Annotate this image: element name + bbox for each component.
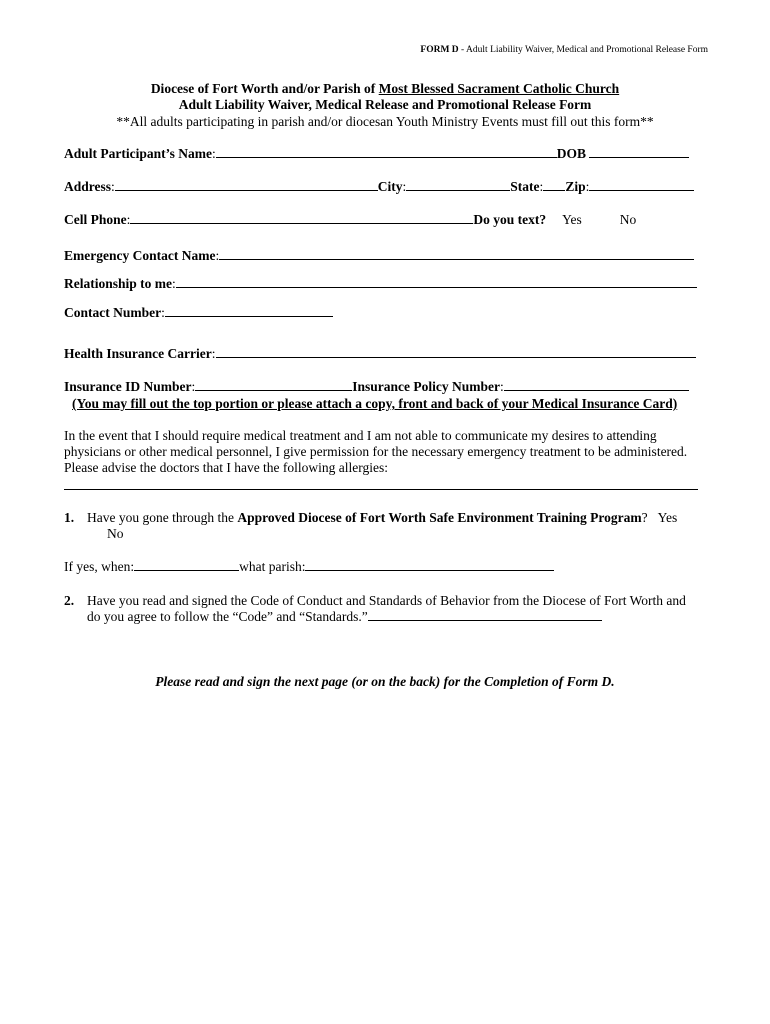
cell-phone-row [64, 212, 636, 228]
when-field[interactable] [134, 559, 239, 571]
parish-name: Most Blessed Sacrament Catholic Church [378, 81, 620, 96]
parish-field[interactable] [305, 559, 554, 571]
cell-phone-label: Cell Phone [64, 212, 127, 227]
dob-label: DOB [556, 146, 587, 161]
do-you-text-label: Do you text? [473, 212, 547, 227]
participant-name-field[interactable] [216, 146, 557, 158]
city-label: City [377, 179, 403, 194]
title-prefix: Diocese of Fort Worth and/or Parish of [150, 81, 379, 96]
question-2-number: 2. [64, 593, 75, 608]
title-line-3: **All adults participating in parish and/or diocesan Youth Ministry Events must fill out this form** [116, 114, 654, 129]
colon: : [191, 379, 196, 394]
emergency-contact-field[interactable] [219, 248, 694, 260]
contact-number-row [64, 305, 333, 321]
question-1-yes-option[interactable]: Yes [657, 510, 678, 525]
health-insurance-field[interactable] [216, 346, 696, 358]
question-2 [64, 593, 74, 609]
insurance-note: (You may fill out the top portion or please attach a copy, front and back of your Medical Insurance Card) [72, 396, 678, 411]
code-agreement-field[interactable] [368, 609, 602, 621]
form-code: FORM D [420, 45, 459, 55]
health-insurance-row [64, 346, 696, 362]
city-field[interactable] [406, 179, 510, 191]
policy-number-label: Insurance Policy Number [352, 379, 501, 394]
colon: : [215, 248, 220, 263]
state-field[interactable] [543, 179, 565, 191]
participant-name-label: Adult Participant’s Name [64, 146, 212, 161]
dob-field[interactable] [589, 146, 689, 158]
address-field[interactable] [115, 179, 378, 191]
question-1-text [87, 510, 677, 526]
zip-label: Zip [565, 179, 586, 194]
policy-number-field[interactable] [504, 379, 689, 391]
colon: : [126, 212, 131, 227]
health-insurance-label: Health Insurance Carrier [64, 346, 212, 361]
colon: : [172, 276, 176, 291]
title-line-1 [0, 81, 770, 97]
question-1-number: 1. [64, 510, 75, 525]
text-no-option[interactable]: No [619, 212, 637, 227]
relationship-label: Relationship to me [64, 276, 172, 291]
address-label: Address [64, 179, 112, 194]
colon: : [539, 179, 544, 194]
zip-field[interactable] [589, 179, 694, 191]
participant-row [64, 146, 689, 162]
emergency-contact-row [64, 248, 694, 264]
form-header [420, 45, 708, 55]
colon: : [211, 346, 216, 361]
title-line-2: Adult Liability Waiver, Medical Release and Promotional Release Form [178, 97, 592, 112]
contact-number-label: Contact Number [64, 305, 162, 320]
medical-release-paragraph: In the event that I should require medical treatment and I am not able to communicate my desires to attending physicians or other medical personnel, I give permission for the necessary emergency treatment to be administered. Please advise the doctors that I have the following allergies: [64, 428, 688, 475]
colon: : [500, 379, 504, 394]
colon: : [402, 179, 407, 194]
emergency-contact-label: Emergency Contact Name [64, 248, 216, 263]
form-description: - Adult Liability Waiver, Medical and Promotional Release Form [458, 45, 708, 55]
contact-number-field[interactable] [165, 305, 333, 317]
question-2-line-1: Have you read and signed the Code of Conduct and Standards of Behavior from the Diocese of Fort Worth and [87, 593, 686, 608]
relationship-field[interactable] [176, 276, 697, 288]
cell-phone-field[interactable] [130, 212, 473, 224]
insurance-id-label: Insurance ID Number [64, 379, 192, 394]
what-parish-label: what parish: [239, 559, 306, 574]
question-2-text: do you agree to follow the “Code” and “Standards.” [87, 609, 368, 624]
insurance-id-field[interactable] [195, 379, 352, 391]
question-1-prefix: Have you gone through the [87, 510, 238, 525]
colon: : [161, 305, 165, 320]
address-row [64, 179, 694, 195]
if-yes-label: If yes, when: [64, 559, 135, 574]
question-2-line-2 [87, 609, 602, 625]
state-label: State [510, 179, 540, 194]
training-program-name: Approved Diocese of Fort Worth Safe Environment Training Program [237, 510, 642, 525]
relationship-row [64, 276, 697, 292]
insurance-numbers-row [64, 379, 689, 395]
question-1 [64, 510, 74, 526]
colon: : [111, 179, 115, 194]
question-1-suffix: ? [641, 510, 648, 525]
question-1-no-option[interactable]: No [107, 526, 124, 541]
colon: : [585, 179, 590, 194]
text-yes-option[interactable]: Yes [562, 212, 582, 227]
closing-instruction: Please read and sign the next page (or on the back) for the Completion of Form D. [155, 674, 615, 689]
if-yes-row [64, 559, 554, 575]
colon: : [212, 146, 216, 161]
allergies-field[interactable] [64, 489, 698, 490]
